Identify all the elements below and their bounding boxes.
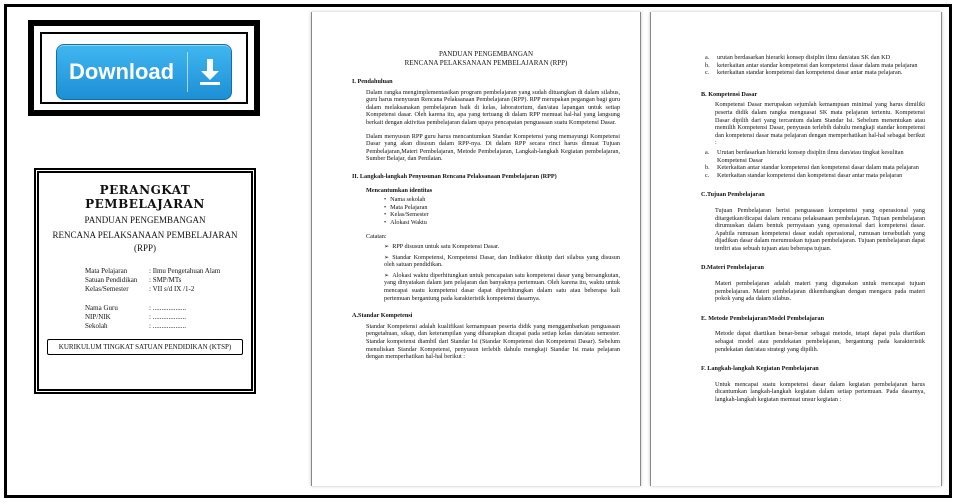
cover-subtitle-1: PANDUAN PENGEMBANGAN [84, 215, 206, 225]
section-heading: B. Kompetensi Dasar [701, 90, 758, 98]
list-item: c. keterkaitan standar kompetensi dan kompetensi dasar antar mata pelajaran. [705, 69, 903, 77]
section-heading: C.Tujuan Pembelajaran [701, 191, 765, 199]
list-item: a. urutan berdasarkan hierarki konsep disiplin ilmu dan/atau SK dan KD [705, 54, 891, 61]
list-item: a. Urutan berdasarkan hierarki konsep disiplin ilmu dan/atau tingkat kesulitan Kompetensi Dasar [705, 148, 904, 164]
cover-field-value: : Ilmu Pengetahuan Alam [149, 267, 221, 275]
paragraph: Tujuan Pembelajaran berisi penguasaan kompetensi yang operasional yang ditargetkan/dicapai dalam rencana pelaksanaan pembelajaran. Tujuan pembelajaran dirumuskan dalam bentuk pernyataan yang operasional dari kompetensi dasar. Apabila rumusan kompetensi dasar sudah operasional, rumusan tersebutlah yang dijadikan dasar dalam merumuskan tujuan pembelajaran. Tujuan pembelajaran dapat terdiri atas sebuah tujuan atau beberapa tujuan. [715, 206, 925, 252]
paragraph: Standar Kompetensi adalah kualifikasi kemampuan peserta didik yang menggambarkan penguasaan pengetahuan, sikap, dan keterampilan yang diharapkan dicapai pada setiap kelas dan/atau semester. Standar kompetensi diambil dari Standar Isi (Standar Kompetensi dan Kompetensi Dasar). Sebelum menuliskan Standar Kompetensi, penyusun terlebih dahulu mengkaji Standar Isi mata pelajaran dengan memperhatikan hal-hal berikut : [366, 322, 620, 361]
list-item: • Mata Pelajaran [384, 204, 620, 212]
doc-title-1: PANDUAN PENGEMBANGAN [438, 50, 534, 58]
list-item: b. keterkaitan antar standar kompetensi dan kompetensi dasar dalam mata pelajaran [705, 61, 918, 69]
paragraph: Kompetensi Dasar merupakan sejumlah kemampuan minimal yang harus dimiliki peserta didik dalam rangka menguasai SK mata pelajaran tertentu. Kompetensi Dasar dipilih dari yang tercantum dalam Standar Isi. Sebelum menentukan atau memilih Kompetensi Dasar, penyusun terlebih dahulu mengkaji standar kompetensi dan kompetensi dasar mata pelajaran dengan memperhatikan hal-hal sebagai berikut : [715, 101, 925, 147]
kd-criteria-list [701, 149, 925, 179]
list-item: • Kelas/Semester [384, 211, 620, 219]
cover-field-label: Mata Pelajaran [85, 267, 128, 275]
cover-field-label: NIP/NIK [85, 313, 111, 321]
subsection-heading: Mencantumkan identitas [366, 186, 433, 194]
paragraph: Dalam menyusun RPP guru harus mencantumkan Standar Kompetensi yang memayungi Kompetensi Dasar yang akan disusun dalam RPP-nya. Di dalam RPP secara rinci harus dimuat Tujuan Pembelajaran,Materi Pembelajaran, Metode Pembelajaran, Langkah-langkah Kegiatan pembelajaran, Sumber Belajar, dan Penilaian. [366, 132, 620, 163]
cover-field-value: : ................... [149, 313, 186, 321]
paragraph: Metode dapat diartikan benar-benar sebagai metode, tetapi dapat pula diartikan sebagai model atau pendekatan pembelajaran, bergantung pada karakteristik pendekatan dan/atau strategi yang dipilih. [715, 330, 925, 353]
cover-field-value: : VII s/d IX /1-2 [149, 285, 195, 293]
paragraph: Untuk mencapai suatu kompetensi dasar dalam kegiatan pembelajaran harus dicantumkan langkah-langkah kegiatan dalam setiap pertemuan. Pada dasarnya, langkah-langkah kegiatan memuat unsur kegiatan : [715, 380, 925, 403]
list-item: • Nama sekolah [384, 196, 620, 204]
paragraph: Dalam rangka mengimplementasikan program pembelajaran yang sudah dituangkan di dalam silabus, guru harus menyusun Rencana Pelaksanaan Pembelajaran (RPP). RPP merupakan pegangan bagi guru dalam melaksanakan pembelajaran baik di kelas, laboratorium, dan/atau lapangan untuk setiap Kompetensi dasar. Oleh karena itu, apa yang tertuang di dalam RPP memuat hal-hal yang langsung berkait dengan aktivitas pembelajaran dalam upaya pencapaian penguasaan suatu Kompetensi Dasar. [366, 88, 620, 126]
identity-list [366, 196, 620, 226]
list-item: ➢ Standar Kompetensi, Kompetensi Dasar, dan Indikator dikutip dari silabus yang disusun oleh satuan pendidikan. [384, 254, 620, 269]
doc-title-2: RENCANA PELAKSANAAN PEMBELAJARAN (RPP) [404, 59, 568, 67]
section-heading: E. Metode Pembelajaran/Model Pembelajaran [701, 314, 825, 322]
cover-field-label: Sekolah [85, 322, 108, 330]
download-arrow-icon [188, 57, 231, 87]
cover-field-label: Nama Guru [85, 304, 118, 312]
download-button[interactable] [56, 44, 232, 100]
document-page-1 [311, 12, 641, 486]
download-banner [28, 20, 260, 116]
cover-title: PERANGKAT PEMBELAJARAN [85, 183, 205, 211]
notes-label: Catatan: [366, 232, 387, 240]
section-heading: I. Pendahuluan [352, 78, 393, 85]
download-label: Download [69, 59, 175, 84]
cover-rpp: (RPP) [133, 243, 156, 253]
sk-criteria-list [701, 54, 925, 77]
cover-field-row [85, 304, 243, 313]
section-heading: D.Materi Pembelajaran [701, 264, 764, 272]
notes-list [366, 243, 620, 302]
cover-subtitle-2: RENCANA PELAKSANAAN PEMBELAJARAN [52, 230, 238, 240]
download-banner-inner [40, 32, 248, 104]
list-item: b. Keterkaitan antar standar kompetensi dan kompetensi dasar dalam mata pelajaran [705, 164, 919, 172]
cover-field-label: Kelas/Semester [85, 285, 129, 293]
list-item: ➢ RPP disusun untuk satu Kompetensi Dasar. [384, 243, 620, 251]
cover-field-value: : ................... [149, 322, 186, 330]
list-item: • Alokasi Waktu [384, 219, 620, 227]
cover-field-row [85, 313, 243, 322]
cover-page [34, 168, 256, 394]
paragraph: Materi pembelajaran adalah materi yang digunakan untuk mencapai tujuan pembelajaran. Materi pembelajaran dikembangkan dengan mengacu pada materi pokok yang ada dalam silabus. [715, 280, 925, 303]
section-heading: F. Langkah-langkah Kegiatan Pembelajaran [701, 365, 819, 373]
cover-field-value: : SMP/MTs [149, 276, 182, 284]
cover-field-label: Satuan Pendidikan [85, 276, 138, 284]
section-heading: II. Langkah-langkah Penyusunan Rencana Pelaksanaan Pembelajaran (RPP) [352, 172, 557, 180]
document-page-2 [650, 12, 942, 486]
cover-field-value: : ................... [149, 304, 186, 312]
list-item: ➢ Alokasi waktu diperhitungkan untuk pencapaian satu kompetensi dasar yang bersangkutan, yang dinyatakan dalam jam pelajaran dan banyaknya pertemuan. Oleh karena itu, waktu untuk mencapai suatu kompetensi dasar dapat diperhitungkan dalam satu atau beberapa kali pertemuan bergantung pada karakteristik kompetensi dasarnya. [384, 272, 620, 302]
list-item: c. Keterkaitan standar kompetensi dan kompetensi dasar antar mata pelajaran [705, 171, 903, 179]
cover-field-row [85, 276, 243, 285]
cover-footer: KURIKULUM TINGKAT SATUAN PENDIDIKAN (KTSP) [47, 339, 243, 355]
cover-field-row [85, 322, 243, 331]
cover-field-row [85, 267, 243, 276]
cover-field-row [85, 285, 243, 294]
cover-fields [47, 267, 243, 331]
section-heading: A.Standar Kompetensi [352, 312, 413, 320]
